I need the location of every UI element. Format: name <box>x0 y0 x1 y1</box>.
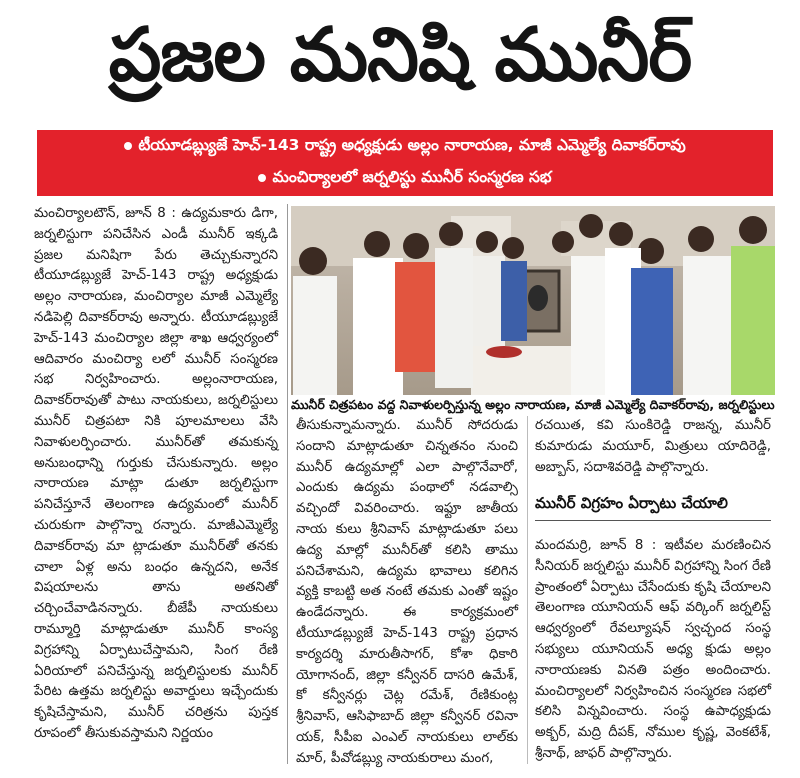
column-divider <box>287 204 288 764</box>
article-paragraph: రచయిత, కవి సుంకిరెడ్డి రాజన్న, మునీర్ కుమారుడు మయూర్, మిత్రులు యాదిరెడ్డి, అబ్బాస్, సదాశివరెడ్డి పాల్గొన్నారు. <box>535 418 771 475</box>
article-paragraph: తీసుకున్నామన్నారు. మునీర్ సోదరుడు సందాని మాట్లాడుతూ చిన్నతనం నుంచి మునీర్ ఉద్యమాల్లో ఎలా పాల్గొనేవారో, ఎందుకు ఉద్యమ పంథాలో నడవాల్సి వచ్చిందో వివరించారు. ఇఫ్టూ జాతీయ నాయ కులు శ్రీనివాస్ మాట్లాడుతూ పలు ఉద్య మాల్లో మునీర్‌తో కలిసి తాము పనిచేశామని, ఉద్యమ భావాలు కలిగిన వ్యక్తి కాబట్టి అత నంటే తమకు ఎంతో ఇష్టం ఉండేదన్నారు. ఈ కార్యక్రమంలో టీయూడబ్ల్యుజే హెచ్-143 రాష్ట్ర ప్రధాన కార్యదర్శి మారుతీసాగర్, కోశా ధికారి యోగానంద్, జిల్లా కన్వీనర్ దాసరి ఉమేశ్, కో కన్వీనర్లు చెట్ల రమేశ్, రేణికుంట్ల శ్రీనివాస్, ఆసిఫాబాద్ జిల్లా కన్వీనర్ రవినా యక్, సీపీఐ ఎంఎల్ నాయకులు లాల్‌కు మార్, పీవోడబ్ల్యు నాయకురాలు మంగ, <box>296 418 518 766</box>
highlight-1-text: టీయూడబ్ల్యుజే హెచ్-143 రాష్ట్ర అధ్యక్షుడు అల్లం నారాయణ, మాజీ ఎమ్మెల్యే దివాకర్‌రావు <box>138 136 686 154</box>
highlight-1 <box>37 136 773 158</box>
article-column-3b <box>535 536 771 765</box>
article-paragraph: మందమర్రి, జూన్ 8 : ఇటీవల మరణించిన సీనియర్ జర్నలిస్టు మునీర్ విగ్రహాన్ని సింగ రేణి ప్రాంతంలో ఏర్పాటు చేసేందుకు కృషి చేయాలని తెలంగాణ యూనియన్ ఆఫ్ వర్కింగ్ జర్నలిస్ట్ ఆధ్వర్యంలో రేవల్యూషన్ స్వచ్ఛంద సంస్థ సభ్యులు యూనియన్ అధ్య క్షుడు అల్లం నారాయణకు వినతి పత్రం అందించారు. మంచిర్యాలలో నిర్వహించిన సంస్మరణ సభలో కలిసి విన్నవించారు. సంస్థ ఉపాధ్యక్షుడు అక్బర్, మద్రి దీపక్, నోముల కృష్ణ, వెంకటేశ్, శ్రీనాథ్, జాఫర్ పాల్గొన్నారు. <box>535 538 771 761</box>
highlight-2 <box>37 168 773 190</box>
sub-headline: మునీర్ విగ్రహం ఏర్పాటు చేయాలి <box>535 494 771 521</box>
event-photo <box>291 206 775 395</box>
article-column-1 <box>34 204 278 745</box>
article-column-3 <box>535 416 771 478</box>
article-column-2 <box>296 416 518 770</box>
highlights-band <box>37 130 773 196</box>
bullet-icon <box>124 142 132 150</box>
highlight-2-text: మంచిర్యాలలో జర్నలిస్టు మునీర్ సంస్మరణ సభ <box>272 168 552 186</box>
article-paragraph: మంచిర్యాలటౌన్, జూన్ 8 : ఉద్యమకారు డిగా, జర్నలిస్టుగా పనిచేసిన ఎండీ మునీర్ ఇక్కడి ప్రజల మనిషిగా పేరు తెచ్చుకున్నారని టీయూడబ్ల్యుజే హెచ్-143 రాష్ట్ర అధ్యక్షుడు అల్లం నారాయణ, మంచిర్యాల మాజీ ఎమ్మెల్యే నడిపెల్లి దివాకర్‌రావు అన్నారు. టీయూడబ్ల్యుజే హెచ్-143 మంచిర్యాల జిల్లా శాఖ ఆధ్వర్యంలో ఆదివారం మంచిర్యా లలో మునీర్ సంస్మరణ సభ నిర్వహించారు. అల్లంనారాయణ, దివాకర్‌రావుతో పాటు నాయకులు, జర్నలిస్టులు మునీర్ చిత్రపటా నికి పూలమాలలు వేసి నివాళులర్పించారు. మునీర్‌తో తమకున్న అనుబంధాన్ని గుర్తుకు చేసుకున్నారు. అల్లం నారాయణ మాట్లా డుతూ జర్నలిస్టుగా పనిచేస్తూనే తెలంగాణ ఉద్యమంలో మునీర్ చురుకుగా పాల్గొన్నా రన్నారు. మాజీఎమ్మెల్యే దివాకర్‌రావు మా ట్లాడుతూ మునీర్‌తో తనకు చాలా ఏళ్ల అను బంధం ఉన్నదని, అనేక విషయాలను తాను అతనితో చర్చించేవాడినన్నారు. బీజేపీ నాయకులు రామ్మూర్తి మాట్లాడుతూ మునీర్ కాంస్య విగ్రహాన్ని ఏర్పాటుచేస్తామని, సింగ రేణి ఏరియాలో పనిచేస్తున్న జర్నలిస్టులకు మునీర్ పేరిట ఉత్తమ జర్నలిస్టు అవార్డులు ఇచ్చేందుకు కృషిచేస్తామని, మునీర్ చరిత్రను పుస్తక రూపంలో తీసుకువస్తామని నిర్ణయం <box>34 206 278 741</box>
column-divider <box>527 416 528 764</box>
event-photo-illustration <box>291 206 775 395</box>
headline: ప్రజల మనిషి మునీర్ <box>108 12 692 98</box>
photo-caption: మునీర్ చిత్రపటం వద్ద నివాళులర్పిస్తున్న అల్లం నారాయణ, మాజీ ఎమ్మెల్యే దివాకర్‌రావు, జర్నలిస్టులు <box>291 397 775 412</box>
bullet-icon <box>258 174 266 182</box>
